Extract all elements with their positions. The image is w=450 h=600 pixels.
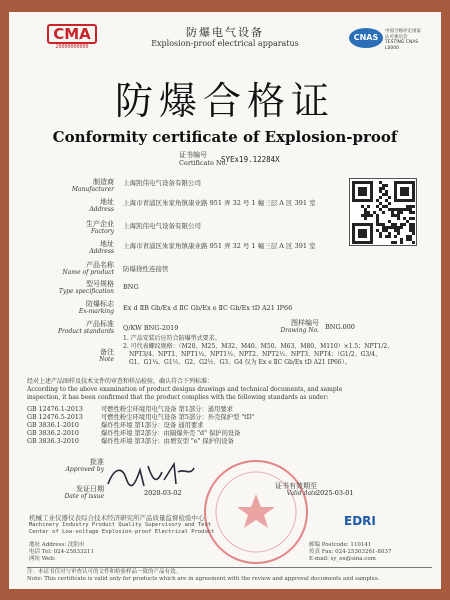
manufacturer-label xyxy=(14,178,114,193)
drawing-label xyxy=(249,319,319,334)
title-en: Conformity certificate of Explosion-proof xyxy=(52,128,398,146)
address2-label-en: Address xyxy=(89,248,114,255)
issue-label-en: Date of issue xyxy=(64,493,104,500)
note-line: NPT3/4、NPT1、NPT1¼、NPT1½、NPT2、NPT2½、NPT3、NPT4；（G1/2、G3/4、 xyxy=(129,351,382,358)
note-line: G1、G1¼、G1½、G2、G2½、G3、G4 仅为 Ex e ⅡC Gb/Ex tD A21 IP66）。 xyxy=(129,359,351,366)
standards-value: Q/KW BNG-2019 xyxy=(123,324,179,332)
standard-code: GB 3836.1-2010 xyxy=(27,422,79,429)
footer-block xyxy=(27,569,432,583)
address2-label xyxy=(14,240,114,255)
note-line: 2. 可代表螺纹规格：（M20、M25、M32、M40、M50、M63、M80、M110）×1.5；NPT1/2、 xyxy=(123,343,394,350)
qr-module xyxy=(397,217,400,220)
valid-label-cn: 证书有效期至 xyxy=(275,482,317,490)
cert-no-label-cn: 证书编号 xyxy=(179,151,207,159)
manufacturer-label-cn: 制造商 xyxy=(93,178,114,186)
standard-text: 爆炸性环境 第2部分：由隔爆外壳 "d" 保护的设备 xyxy=(101,430,241,437)
footer-cn: 注：本证书仅对与审查认可的文件和检验样品一致的产品有效。 xyxy=(27,569,182,575)
qr-module xyxy=(403,223,406,226)
header-cn: 防爆电气设备 xyxy=(186,26,264,39)
factory-label-en: Factory xyxy=(91,228,114,235)
qr-module xyxy=(388,235,391,238)
standards-list xyxy=(27,406,327,446)
qr-module xyxy=(382,211,385,214)
standard-code: GB 12476.5-2013 xyxy=(27,414,83,421)
footer-divider xyxy=(27,567,432,568)
conclusion-line: inspection, it has been confirmed that the product complies with the following standards as under: xyxy=(27,394,329,401)
drawing-value: BNG.000 xyxy=(325,323,355,331)
qr-module xyxy=(400,211,403,214)
cnas-logo-icon: CNAS xyxy=(349,28,383,48)
manufacturer-label-en: Manufacturer xyxy=(71,186,114,193)
address1-label xyxy=(14,198,114,213)
product-value: 防爆挠性连接管 xyxy=(123,265,169,273)
factory-value: 上海凯伟电气设备有限公司 xyxy=(123,222,201,230)
standard-text: 可燃性粉尘环境用电气设备 第5部分：外壳保护型 "tD" xyxy=(101,414,255,421)
approved-label-cn: 批准 xyxy=(90,458,104,466)
issuer-en1: Machinery Industry Product Quality Supervisory and Test xyxy=(29,522,212,528)
drawing-label-cn: 图样编号 xyxy=(291,319,319,327)
drawing-label-en: Drawing No. xyxy=(280,327,319,334)
qr-module xyxy=(412,241,415,244)
issuer-postcode: 邮编 Postcode: 110141 xyxy=(309,542,372,548)
exmark-value: Ex d ⅡB Gb/Ex d ⅡC Gb/Ex e ⅡC Gb/Ex tD A21 IP66 xyxy=(123,304,293,312)
issue-label xyxy=(9,485,104,500)
qr-finder xyxy=(358,229,367,238)
standard-row xyxy=(27,438,327,446)
qr-module xyxy=(367,205,370,208)
qr-finder xyxy=(400,187,409,196)
qr-module xyxy=(394,235,397,238)
standard-code: GB 3836.2-2010 xyxy=(27,430,79,437)
title-cn: 防爆合格证 xyxy=(114,79,335,123)
edri-logo-icon: EDRI xyxy=(344,514,376,528)
note-lines xyxy=(123,335,433,367)
qr-module xyxy=(385,184,388,187)
qr-module xyxy=(388,202,391,205)
address2-value: 上海市青浦区朱家角镇康业路 951 弄 32 号 1 幢三层 A 区 391 室 xyxy=(123,242,316,250)
conclusion-line: According to the above examination of product designs drawings and technical documents, and sample xyxy=(27,386,343,393)
note-line: 1. 产品安装后应符合防爆型式要求。 xyxy=(123,335,221,342)
footer-en: Note: This certificate is valid only for products which are in agreement with the review and approval documents and samples. xyxy=(27,576,380,582)
address1-label-en: Address xyxy=(89,206,114,213)
type-label xyxy=(14,280,114,295)
product-label-cn: 产品名称 xyxy=(86,261,114,269)
standard-row xyxy=(27,406,327,414)
valid-date: 2025-03-01 xyxy=(316,489,354,497)
qr-module xyxy=(400,226,403,229)
approved-label xyxy=(9,458,104,473)
type-label-en: Type specification xyxy=(58,288,114,295)
note-label xyxy=(14,348,114,363)
issuer-tel: 电话 Tel: 024-25833211 xyxy=(29,549,94,555)
valid-label-en: Valid date xyxy=(286,490,317,497)
qr-code-icon xyxy=(349,178,417,246)
issuer-fax: 传真 Fax: 024-25303261-8037 xyxy=(309,549,392,555)
type-label-cn: 型号规格 xyxy=(86,280,114,288)
issuer-en2: Center of Low-voltage Explosion-proof Electrical Product xyxy=(29,529,215,535)
qr-module xyxy=(397,232,400,235)
qr-module xyxy=(379,196,382,199)
standard-text: 爆炸性环境 第3部分：由增安型 "e" 保护的设备 xyxy=(101,438,234,445)
factory-label xyxy=(14,220,114,235)
product-label xyxy=(14,261,114,276)
cnas-badge xyxy=(349,28,425,52)
standards-label xyxy=(14,320,114,335)
cnas-text: 中国合格评定国家认可委员会 TESTING CNAS L0000 xyxy=(385,29,421,51)
standard-code: GB 3836.3-2010 xyxy=(27,438,79,445)
qr-module xyxy=(364,217,367,220)
qr-module xyxy=(394,241,397,244)
standard-row xyxy=(27,430,327,438)
valid-label xyxy=(227,482,317,497)
exmark-label xyxy=(14,300,114,315)
standard-text: 可燃性粉尘环境用电气设备 第1部分：通用要求 xyxy=(101,406,233,413)
type-value: BNG xyxy=(123,283,139,291)
issuer-web: 网址 Web: xyxy=(29,556,56,562)
manufacturer-value: 上海凯伟电气设备有限公司 xyxy=(123,179,201,187)
qr-module xyxy=(370,214,373,217)
standards-label-cn: 产品标准 xyxy=(86,320,114,328)
cma-logo-icon: CMA xyxy=(47,24,97,44)
address1-label-cn: 地址 xyxy=(100,198,114,206)
conclusion xyxy=(27,378,432,402)
address1-value: 上海市青浦区朱家角镇康业路 951 弄 32 号 1 幢三层 A 区 391 室 xyxy=(123,199,316,207)
standard-row xyxy=(27,422,327,430)
issuer-contact-right xyxy=(309,542,439,563)
cma-code: 20000000000 xyxy=(55,44,89,50)
address2-label-cn: 地址 xyxy=(100,240,114,248)
qr-module xyxy=(412,217,415,220)
issuer-email: E-mail: sy_ex@sina.com xyxy=(309,556,376,562)
conclusion-line: 经对上述产品图样及技术文件的审查和样品检验，确认符合下列标准： xyxy=(27,378,214,385)
qr-module xyxy=(388,196,391,199)
qr-module xyxy=(412,211,415,214)
qr-finder xyxy=(358,187,367,196)
note-label-cn: 备注 xyxy=(100,348,114,356)
factory-label-cn: 生产企业 xyxy=(86,220,114,228)
standards-label-en: Product standards xyxy=(57,328,114,335)
standard-row xyxy=(27,414,327,422)
cert-no-value: SYEx19.12284X xyxy=(221,155,280,164)
issue-date: 2020-03-02 xyxy=(144,489,182,497)
qr-module xyxy=(412,232,415,235)
issuer-address: 地址 Address: 沈阳市 xyxy=(29,542,85,548)
note-label-en: Note xyxy=(99,356,114,363)
standard-code: GB 12476.1-2013 xyxy=(27,406,83,413)
product-label-en: Name of product xyxy=(62,269,114,276)
header-en: Explosion-proof electrical apparatus xyxy=(151,39,299,48)
certificate-paper xyxy=(9,12,441,589)
issue-label-cn: 发证日期 xyxy=(76,485,104,493)
qr-module xyxy=(379,235,382,238)
qr-module xyxy=(400,241,403,244)
standard-text: 爆炸性环境 第1部分：设备 通用要求 xyxy=(101,422,204,429)
exmark-label-cn: 防爆标志 xyxy=(86,300,114,308)
issuer-cn: 机械工业仪器仪表综合技术经济研究所产品质量监督检验中心 xyxy=(29,514,205,522)
issuer-block xyxy=(29,515,349,536)
exmark-label-en: Ex-marking xyxy=(78,308,114,315)
issuer-contact-left xyxy=(29,542,229,563)
approved-label-en: Approved by xyxy=(65,466,104,473)
qr-module xyxy=(412,205,415,208)
cert-no-label-en: Certificate No. xyxy=(179,159,228,167)
